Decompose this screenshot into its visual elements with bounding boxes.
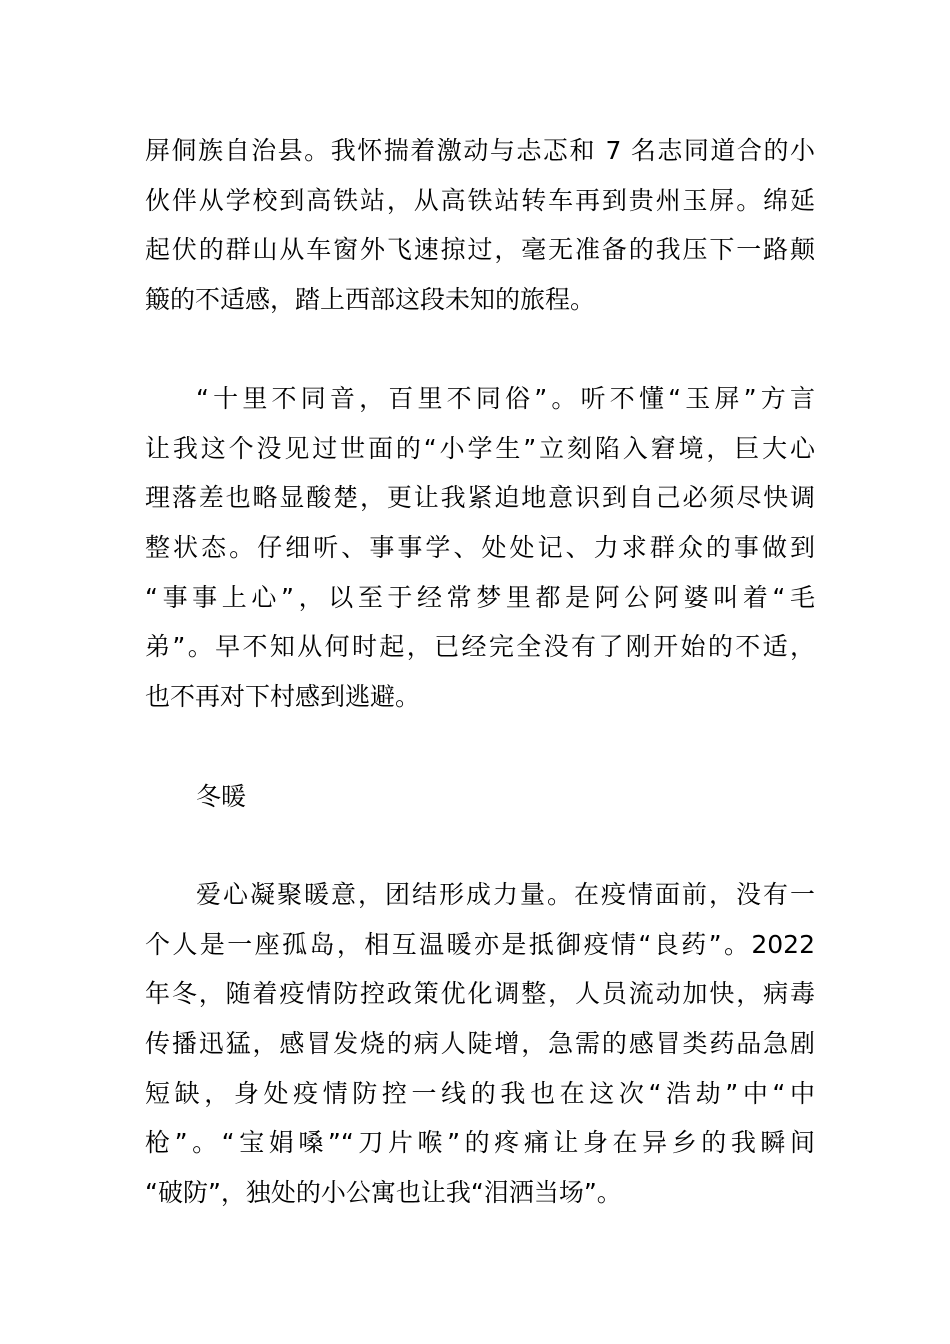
paragraph-line: 伙伴从学校到高铁站，从高铁站转车再到贵州玉屏。绵延: [145, 185, 815, 215]
paragraph-1: [145, 126, 815, 325]
paragraph-line: 屏侗族自治县。我怀揣着激动与忐忑和 7 名志同道合的小: [145, 136, 815, 165]
paragraph-line: 簸的不适感，踏上西部这段未知的旅程。: [145, 285, 596, 315]
paragraph-line: 枪”。“宝娟嗓”“刀片喉”的疼痛让身在异乡的我瞬间: [145, 1128, 815, 1158]
paragraph-2: [145, 374, 815, 722]
section-heading: [145, 772, 815, 822]
paragraph-line: 让我这个没见过世面的“小学生”立刻陷入窘境，巨大心: [145, 433, 815, 463]
paragraph-line: 爱心凝聚暖意，团结形成力量。在疫情面前，没有一: [196, 880, 815, 909]
paragraph-line: 传播迅猛，感冒发烧的病人陡增，急需的感冒类药品急剧: [145, 1029, 815, 1059]
paragraph-3: [145, 870, 815, 1218]
paragraph-line: 个人是一座孤岛，相互温暖亦是抵御疫情“良药”。2022: [145, 929, 815, 959]
paragraph-line: 理落差也略显酸楚，更让我紧迫地意识到自己必须尽快调: [145, 483, 815, 513]
paragraph-line: “破防”，独处的小公寓也让我“泪洒当场”。: [145, 1178, 622, 1208]
paragraph-line: 年冬，随着疫情防控政策优化调整，人员流动加快，病毒: [145, 979, 815, 1009]
paragraph-line: “事事上心”，以至于经常梦里都是阿公阿婆叫着“毛: [145, 582, 815, 612]
paragraph-line: 整状态。仔细听、事事学、处处记、力求群众的事做到: [145, 533, 815, 563]
paragraph-line: 起伏的群山从车窗外飞速掠过，毫无准备的我压下一路颠: [145, 235, 815, 265]
paragraph-line: “十里不同音，百里不同俗”。听不懂“玉屏”方言: [196, 384, 815, 413]
paragraph-line: 短缺，身处疫情防控一线的我也在这次“浩劫”中“中: [145, 1078, 815, 1108]
paragraph-line: 弟”。早不知从何时起，已经完全没有了刚开始的不适，: [145, 632, 815, 662]
section-heading-text: 冬暖: [196, 782, 247, 811]
paragraph-line: 也不再对下村感到逃避。: [145, 682, 421, 712]
